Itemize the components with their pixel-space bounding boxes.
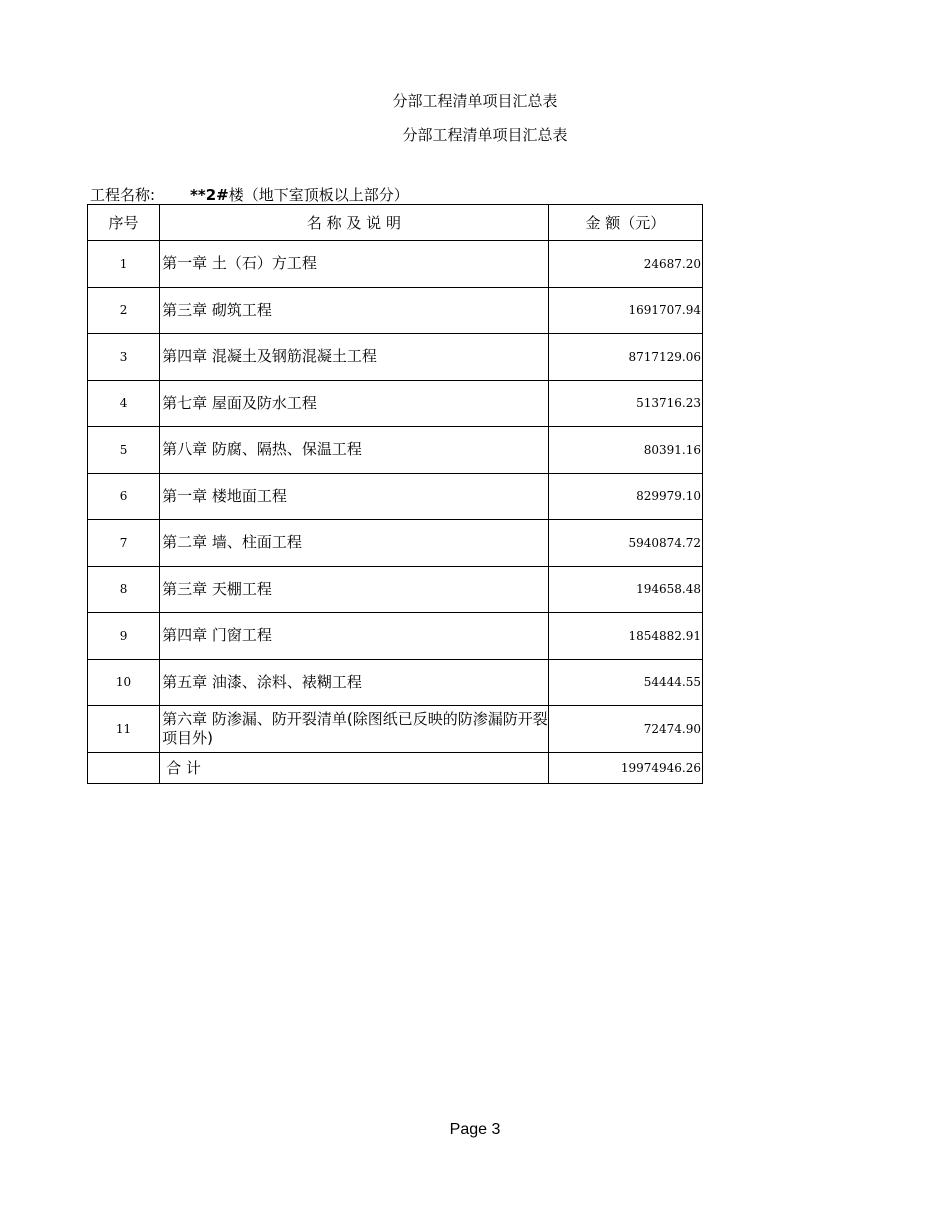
row-amount: 5940874.72	[548, 520, 702, 567]
row-no: 10	[88, 659, 160, 706]
row-no: 5	[88, 427, 160, 474]
row-no: 9	[88, 613, 160, 660]
row-name: 第二章 墙、柱面工程	[160, 520, 549, 567]
row-amount: 24687.20	[548, 241, 702, 288]
total-amount: 19974946.26	[548, 752, 702, 783]
row-name: 第八章 防腐、隔热、保温工程	[160, 427, 549, 474]
document-title: 分部工程清单项目汇总表	[392, 92, 558, 110]
row-name: 第四章 门窗工程	[160, 613, 549, 660]
row-amount: 194658.48	[548, 566, 702, 613]
header-no: 序号	[88, 205, 160, 241]
total-label: 合 计	[160, 752, 549, 783]
row-no: 8	[88, 566, 160, 613]
row-no: 7	[88, 520, 160, 567]
row-name: 第四章 混凝土及钢筋混凝土工程	[160, 334, 549, 381]
row-amount: 8717129.06	[548, 334, 702, 381]
table-row	[88, 520, 703, 567]
row-name: 第五章 油漆、涂料、裱糊工程	[160, 659, 549, 706]
total-no-cell	[88, 752, 160, 783]
row-no: 6	[88, 473, 160, 520]
table-row	[88, 473, 703, 520]
row-no: 1	[88, 241, 160, 288]
table-row	[88, 659, 703, 706]
table-total-row	[88, 752, 703, 783]
document-subtitle: 分部工程清单项目汇总表	[402, 126, 568, 144]
row-name: 第一章 土（石）方工程	[160, 241, 549, 288]
row-amount: 54444.55	[548, 659, 702, 706]
row-no: 11	[88, 706, 160, 753]
table-row	[88, 706, 703, 753]
row-amount: 829979.10	[548, 473, 702, 520]
project-name-code: **2#	[190, 186, 229, 204]
table-row	[88, 334, 703, 381]
table-row	[88, 241, 703, 288]
header-amount: 金 额（元）	[548, 205, 702, 241]
row-no: 4	[88, 380, 160, 427]
page-number: Page 3	[449, 1121, 501, 1138]
table-row	[88, 566, 703, 613]
summary-table	[87, 204, 703, 784]
row-no: 3	[88, 334, 160, 381]
row-amount: 1691707.94	[548, 287, 702, 334]
row-amount: 80391.16	[548, 427, 702, 474]
row-amount: 513716.23	[548, 380, 702, 427]
row-name: 第三章 天棚工程	[160, 566, 549, 613]
table-row	[88, 380, 703, 427]
table-row	[88, 613, 703, 660]
header-name: 名 称 及 说 明	[160, 205, 549, 241]
row-amount: 1854882.91	[548, 613, 702, 660]
row-name: 第三章 砌筑工程	[160, 287, 549, 334]
table-row	[88, 427, 703, 474]
project-name-text: 楼（地下室顶板以上部分）	[228, 186, 409, 204]
project-name-value	[190, 184, 409, 205]
table-header-row	[88, 205, 703, 241]
table-row	[88, 287, 703, 334]
row-name: 第七章 屋面及防水工程	[160, 380, 549, 427]
project-name-label: 工程名称:	[90, 186, 156, 204]
row-name: 第六章 防渗漏、防开裂清单(除图纸已反映的防渗漏防开裂项目外)	[160, 706, 549, 753]
row-amount: 72474.90	[548, 706, 702, 753]
row-no: 2	[88, 287, 160, 334]
row-name: 第一章 楼地面工程	[160, 473, 549, 520]
